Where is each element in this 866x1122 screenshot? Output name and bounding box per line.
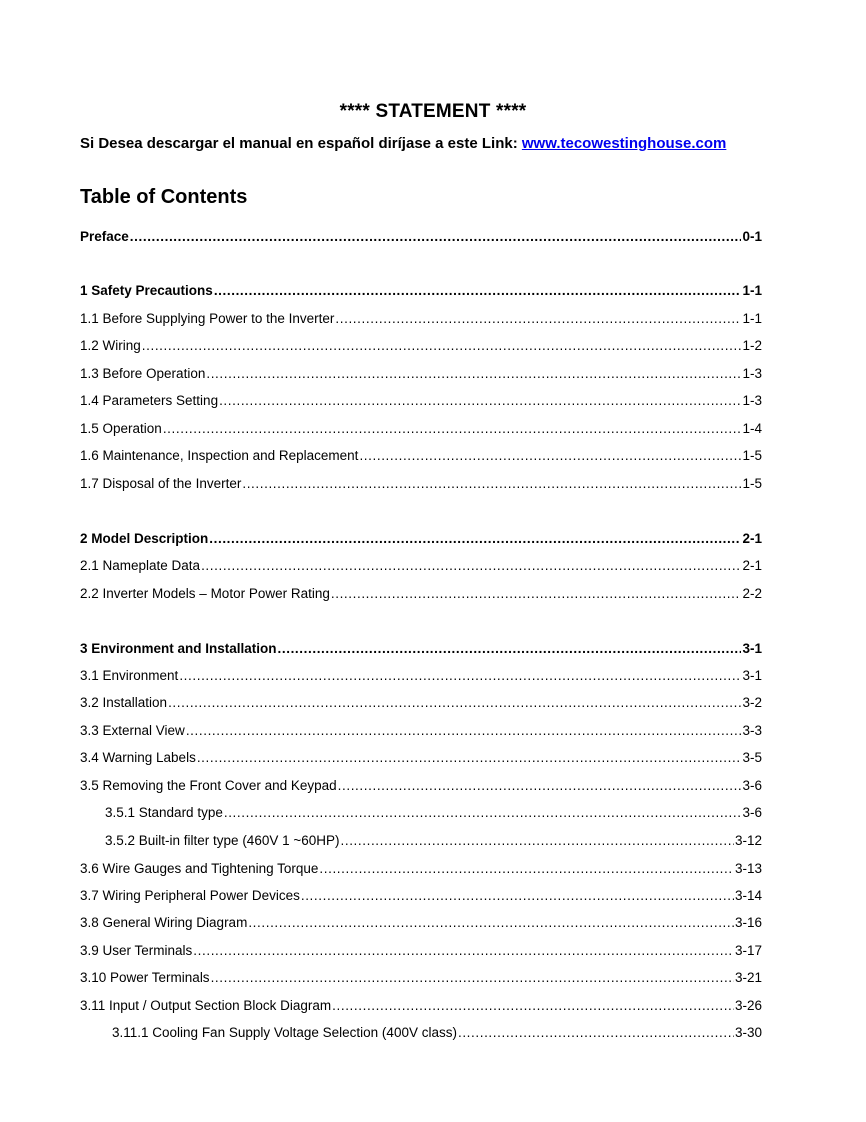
toc-entry-label: 3.5 Removing the Front Cover and Keypad bbox=[80, 778, 337, 793]
toc-dot-leader bbox=[224, 804, 742, 822]
toc-entry-label: 3.2 Installation bbox=[80, 695, 168, 710]
toc-entry[interactable] bbox=[80, 914, 762, 932]
toc-entry-label: 2 Model Description bbox=[80, 531, 209, 546]
toc-entry[interactable] bbox=[80, 585, 762, 603]
toc-entry[interactable] bbox=[80, 777, 762, 795]
toc-dot-leader bbox=[359, 447, 741, 465]
toc-page-number: 3-26 bbox=[734, 998, 762, 1013]
toc-dot-leader bbox=[206, 365, 741, 383]
toc-entry-label: 3.4 Warning Labels bbox=[80, 750, 196, 765]
toc-dot-leader bbox=[248, 914, 734, 932]
toc-page-number: 3-16 bbox=[734, 915, 762, 930]
toc-dot-leader bbox=[332, 997, 734, 1015]
toc-page-number: 1-1 bbox=[742, 311, 762, 326]
statement-title: **** STATEMENT **** bbox=[339, 101, 527, 122]
toc-page-number: 1-1 bbox=[742, 283, 762, 298]
toc-chapter-entry[interactable] bbox=[80, 282, 762, 300]
toc-dot-leader bbox=[130, 228, 742, 246]
toc-page-number: 3-2 bbox=[742, 695, 762, 710]
toc-entry[interactable] bbox=[80, 557, 762, 575]
toc-entry[interactable] bbox=[80, 942, 762, 960]
toc-entry-label: 1.4 Parameters Setting bbox=[80, 393, 219, 408]
toc-dot-leader bbox=[278, 640, 742, 658]
statement-text: Si Desea descargar el manual en español diríjase a este Link: bbox=[80, 135, 522, 152]
toc-entry-label: 3.8 General Wiring Diagram bbox=[80, 915, 248, 930]
toc-dot-leader bbox=[168, 694, 741, 712]
toc-entry-label: 3.9 User Terminals bbox=[80, 943, 193, 958]
toc-page-number: 3-30 bbox=[734, 1025, 762, 1040]
toc-page-number: 3-21 bbox=[734, 970, 762, 985]
toc-entry[interactable] bbox=[80, 447, 762, 465]
toc-entry-label: 3.10 Power Terminals bbox=[80, 970, 210, 985]
toc-dot-leader bbox=[341, 832, 734, 850]
toc-dot-leader bbox=[331, 585, 742, 603]
toc-entry[interactable] bbox=[80, 365, 762, 383]
toc-page-number: 2-2 bbox=[742, 586, 762, 601]
statement-line bbox=[80, 135, 726, 152]
toc-entry-label: 3.6 Wire Gauges and Tightening Torque bbox=[80, 861, 319, 876]
toc-entry[interactable] bbox=[80, 337, 762, 355]
toc-page-number: 3-6 bbox=[742, 805, 762, 820]
toc-page-number: 1-5 bbox=[742, 476, 762, 491]
toc-dot-leader bbox=[338, 777, 742, 795]
toc-entry[interactable] bbox=[80, 667, 762, 685]
toc-dot-leader bbox=[193, 942, 734, 960]
toc-entry[interactable] bbox=[80, 860, 762, 878]
toc-page-number: 1-5 bbox=[742, 448, 762, 463]
toc-page-number: 0-1 bbox=[742, 229, 762, 244]
toc-chapter-entry[interactable] bbox=[80, 640, 762, 658]
toc-entry-label: 1 Safety Precautions bbox=[80, 283, 213, 298]
toc-page-number: 1-2 bbox=[742, 338, 762, 353]
toc-dot-leader bbox=[214, 282, 742, 300]
toc-dot-leader bbox=[211, 969, 734, 987]
toc-entry-label: 3.11 Input / Output Section Block Diagram bbox=[80, 998, 332, 1013]
toc-entry-label: 3.5.2 Built-in filter type (460V 1 ~60HP) bbox=[105, 833, 340, 848]
toc-entry-label: 2.1 Nameplate Data bbox=[80, 558, 201, 573]
toc-entry[interactable] bbox=[80, 722, 762, 740]
toc-dot-leader bbox=[219, 392, 741, 410]
toc-page-number: 3-3 bbox=[742, 723, 762, 738]
toc-page-number: 1-3 bbox=[742, 366, 762, 381]
toc-entry-label: 1.3 Before Operation bbox=[80, 366, 206, 381]
toc-dot-leader bbox=[242, 475, 741, 493]
toc-dot-leader bbox=[179, 667, 741, 685]
toc-dot-leader bbox=[186, 722, 742, 740]
toc-chapter-entry[interactable] bbox=[80, 228, 762, 246]
toc-dot-leader bbox=[209, 530, 741, 548]
toc-page-number: 3-5 bbox=[742, 750, 762, 765]
toc-dot-leader bbox=[197, 749, 742, 767]
toc-dot-leader bbox=[201, 557, 741, 575]
toc-page-number: 2-1 bbox=[742, 558, 762, 573]
toc-page-number: 3-13 bbox=[734, 861, 762, 876]
toc-entry-label: 3.11.1 Cooling Fan Supply Voltage Selection (400V class) bbox=[112, 1025, 457, 1040]
toc-entry-label: 1.6 Maintenance, Inspection and Replacement bbox=[80, 448, 359, 463]
toc-entry-label: 2.2 Inverter Models – Motor Power Rating bbox=[80, 586, 330, 601]
toc-entry-label: 1.7 Disposal of the Inverter bbox=[80, 476, 242, 491]
toc-entry-label: 3.7 Wiring Peripheral Power Devices bbox=[80, 888, 300, 903]
toc-entry-label: 1.1 Before Supplying Power to the Inverter bbox=[80, 311, 335, 326]
toc-page-number: 2-1 bbox=[742, 531, 762, 546]
toc-dot-leader bbox=[163, 420, 742, 438]
toc-page-number: 3-17 bbox=[734, 943, 762, 958]
toc-entry[interactable] bbox=[80, 997, 762, 1015]
toc-dot-leader bbox=[301, 887, 734, 905]
toc-entry[interactable] bbox=[80, 1024, 762, 1042]
toc-entry[interactable] bbox=[80, 969, 762, 987]
toc-entry-label: 1.2 Wiring bbox=[80, 338, 141, 353]
toc-page-number: 3-6 bbox=[742, 778, 762, 793]
toc-entry[interactable] bbox=[80, 749, 762, 767]
download-link[interactable]: www.tecowestinghouse.com bbox=[521, 135, 727, 152]
toc-entry-label: 3.1 Environment bbox=[80, 668, 179, 683]
toc-entry-label: 3 Environment and Installation bbox=[80, 641, 277, 656]
toc-entry-label: 3.5.1 Standard type bbox=[105, 805, 223, 820]
toc-dot-leader bbox=[142, 337, 742, 355]
toc-entry[interactable] bbox=[80, 694, 762, 712]
toc-page-number: 3-1 bbox=[742, 668, 762, 683]
toc-page-number: 3-12 bbox=[734, 833, 762, 848]
toc-entry[interactable] bbox=[80, 887, 762, 905]
toc-dot-leader bbox=[335, 310, 741, 328]
toc-page-number: 3-1 bbox=[742, 641, 762, 656]
toc-entry[interactable] bbox=[80, 475, 762, 493]
toc-dot-leader bbox=[458, 1024, 734, 1042]
toc-page-number: 3-14 bbox=[734, 888, 762, 903]
toc-page-number: 1-4 bbox=[742, 421, 762, 436]
toc-heading: Table of Contents bbox=[80, 186, 248, 208]
toc-page-number: 1-3 bbox=[742, 393, 762, 408]
toc-dot-leader bbox=[319, 860, 734, 878]
toc-entry-label: Preface bbox=[80, 229, 129, 244]
toc-entry[interactable] bbox=[80, 310, 762, 328]
toc-entry[interactable] bbox=[80, 392, 762, 410]
toc-chapter-entry[interactable] bbox=[80, 530, 762, 548]
toc-entry[interactable] bbox=[80, 420, 762, 438]
toc-entry[interactable] bbox=[80, 804, 762, 822]
toc-entry-label: 1.5 Operation bbox=[80, 421, 162, 436]
toc-entry-label: 3.3 External View bbox=[80, 723, 185, 738]
toc-entry[interactable] bbox=[80, 832, 762, 850]
